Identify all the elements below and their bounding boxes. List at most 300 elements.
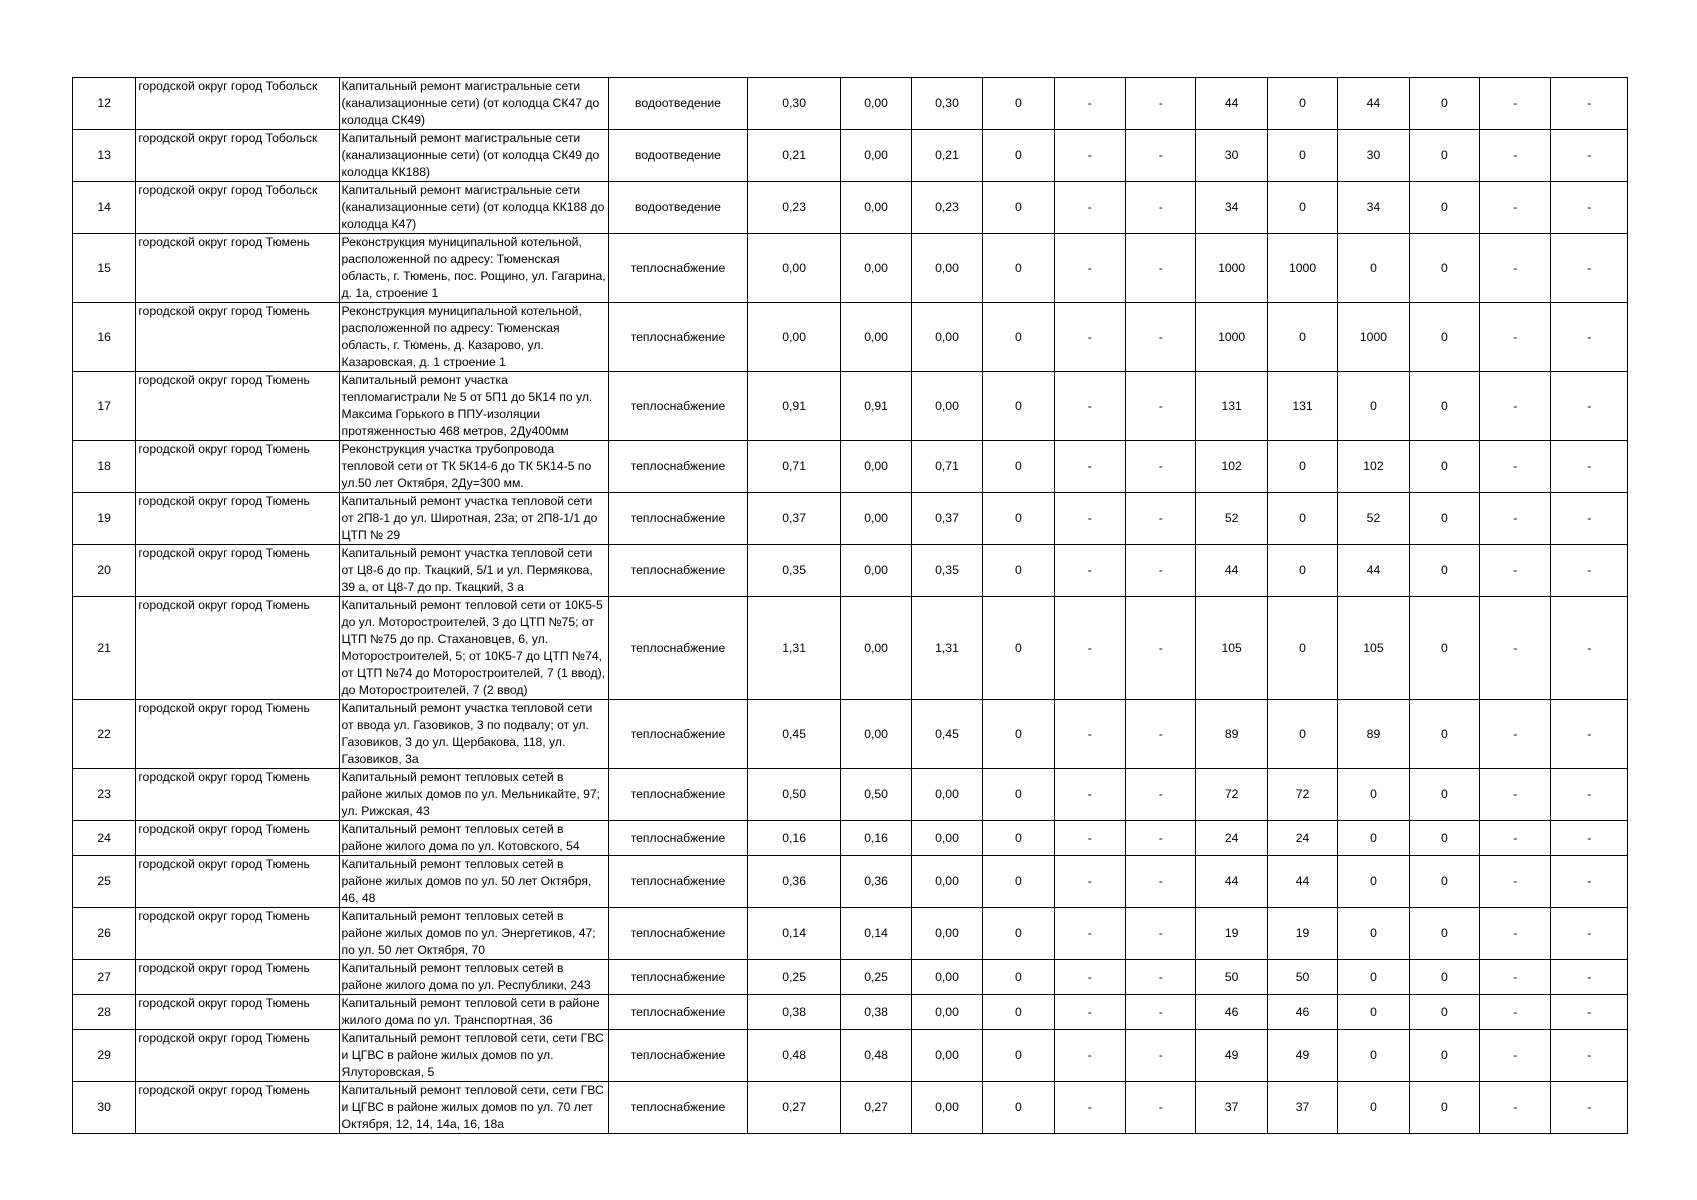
value-cell-5: - (1054, 545, 1125, 597)
table-row (73, 908, 1628, 960)
value-cell-8: 0 (1267, 700, 1337, 769)
value-cell-9: 34 (1338, 182, 1409, 234)
value-cell-1: 0,71 (747, 441, 841, 493)
service-type-cell: теплоснабжение (609, 234, 748, 303)
table-row (73, 493, 1628, 545)
value-cell-5: - (1054, 182, 1125, 234)
description-cell: Реконструкция участка трубопровода тепловой сети от ТК 5К14-6 до ТК 5К14-5 по ул.50 лет Октября, 2Ду=300 мм. (339, 441, 609, 493)
value-cell-1: 0,38 (747, 995, 841, 1030)
value-cell-3: 0,21 (911, 130, 982, 182)
row-number: 24 (73, 821, 136, 856)
value-cell-8: 0 (1267, 441, 1337, 493)
value-cell-12: - (1551, 769, 1628, 821)
value-cell-7: 102 (1196, 441, 1267, 493)
value-cell-3: 0,00 (911, 1030, 982, 1082)
value-cell-7: 1000 (1196, 303, 1267, 372)
value-cell-12: - (1551, 372, 1628, 441)
value-cell-8: 46 (1267, 995, 1337, 1030)
value-cell-11: - (1480, 545, 1551, 597)
value-cell-1: 0,14 (747, 908, 841, 960)
description-cell: Капитальный ремонт участка тепловой сети от 2П8-1 до ул. Широтная, 23а; от 2П8-1/1 до ЦТП № 29 (339, 493, 609, 545)
value-cell-10: 0 (1409, 769, 1479, 821)
value-cell-4: 0 (983, 908, 1054, 960)
value-cell-3: 0,45 (911, 700, 982, 769)
value-cell-4: 0 (983, 1030, 1054, 1082)
row-number: 17 (73, 372, 136, 441)
value-cell-4: 0 (983, 78, 1054, 130)
value-cell-12: - (1551, 995, 1628, 1030)
value-cell-10: 0 (1409, 995, 1479, 1030)
value-cell-12: - (1551, 821, 1628, 856)
value-cell-8: 49 (1267, 1030, 1337, 1082)
value-cell-5: - (1054, 1082, 1125, 1134)
value-cell-10: 0 (1409, 856, 1479, 908)
value-cell-6: - (1126, 769, 1196, 821)
table-body (73, 78, 1628, 1134)
value-cell-5: - (1054, 372, 1125, 441)
value-cell-2: 0,00 (841, 700, 911, 769)
value-cell-1: 0,16 (747, 821, 841, 856)
value-cell-9: 0 (1338, 372, 1409, 441)
value-cell-9: 0 (1338, 1082, 1409, 1134)
value-cell-9: 52 (1338, 493, 1409, 545)
value-cell-3: 0,00 (911, 856, 982, 908)
service-type-cell: теплоснабжение (609, 441, 748, 493)
value-cell-3: 0,00 (911, 908, 982, 960)
value-cell-2: 0,00 (841, 493, 911, 545)
value-cell-4: 0 (983, 441, 1054, 493)
service-type-cell: теплоснабжение (609, 856, 748, 908)
value-cell-10: 0 (1409, 821, 1479, 856)
value-cell-10: 0 (1409, 130, 1479, 182)
value-cell-1: 0,48 (747, 1030, 841, 1082)
description-cell: Капитальный ремонт магистральные сети (канализационные сети) (от колодца КК188 до колодца К47) (339, 182, 609, 234)
value-cell-8: 50 (1267, 960, 1337, 995)
value-cell-4: 0 (983, 130, 1054, 182)
row-number: 18 (73, 441, 136, 493)
value-cell-4: 0 (983, 493, 1054, 545)
value-cell-3: 0,00 (911, 234, 982, 303)
value-cell-6: - (1126, 821, 1196, 856)
value-cell-1: 0,45 (747, 700, 841, 769)
service-type-cell: теплоснабжение (609, 821, 748, 856)
district-cell: городской округ город Тюмень (136, 908, 339, 960)
value-cell-9: 1000 (1338, 303, 1409, 372)
value-cell-2: 0,48 (841, 1030, 911, 1082)
value-cell-11: - (1480, 821, 1551, 856)
description-cell: Капитальный ремонт тепловой сети, сети ГВС и ЦГВС в районе жилых домов по ул. 70 лет Октября, 12, 14, 14а, 16, 18а (339, 1082, 609, 1134)
value-cell-8: 0 (1267, 78, 1337, 130)
value-cell-12: - (1551, 1082, 1628, 1134)
description-cell: Капитальный ремонт участка тепломагистрали № 5 от 5П1 до 5К14 по ул. Максима Горького в ППУ-изоляции протяженностью 468 метров, 2Ду400мм (339, 372, 609, 441)
row-number: 30 (73, 1082, 136, 1134)
table-row (73, 1082, 1628, 1134)
value-cell-3: 0,00 (911, 1082, 982, 1134)
service-type-cell: теплоснабжение (609, 303, 748, 372)
value-cell-12: - (1551, 856, 1628, 908)
value-cell-4: 0 (983, 1082, 1054, 1134)
value-cell-4: 0 (983, 234, 1054, 303)
value-cell-1: 0,30 (747, 78, 841, 130)
value-cell-6: - (1126, 234, 1196, 303)
row-number: 12 (73, 78, 136, 130)
row-number: 25 (73, 856, 136, 908)
value-cell-10: 0 (1409, 441, 1479, 493)
value-cell-5: - (1054, 234, 1125, 303)
value-cell-5: - (1054, 821, 1125, 856)
value-cell-6: - (1126, 995, 1196, 1030)
value-cell-1: 0,21 (747, 130, 841, 182)
table-row (73, 700, 1628, 769)
value-cell-8: 0 (1267, 130, 1337, 182)
value-cell-3: 1,31 (911, 597, 982, 700)
program-table (72, 77, 1628, 1134)
value-cell-10: 0 (1409, 78, 1479, 130)
value-cell-4: 0 (983, 597, 1054, 700)
value-cell-11: - (1480, 303, 1551, 372)
district-cell: городской округ город Тюмень (136, 303, 339, 372)
district-cell: городской округ город Тюмень (136, 995, 339, 1030)
value-cell-6: - (1126, 908, 1196, 960)
value-cell-12: - (1551, 493, 1628, 545)
service-type-cell: водоотведение (609, 78, 748, 130)
value-cell-1: 1,31 (747, 597, 841, 700)
value-cell-4: 0 (983, 769, 1054, 821)
value-cell-10: 0 (1409, 303, 1479, 372)
value-cell-12: - (1551, 700, 1628, 769)
value-cell-7: 34 (1196, 182, 1267, 234)
value-cell-5: - (1054, 1030, 1125, 1082)
district-cell: городской округ город Тобольск (136, 182, 339, 234)
value-cell-7: 24 (1196, 821, 1267, 856)
value-cell-6: - (1126, 1082, 1196, 1134)
value-cell-3: 0,00 (911, 995, 982, 1030)
value-cell-11: - (1480, 597, 1551, 700)
service-type-cell: водоотведение (609, 182, 748, 234)
value-cell-10: 0 (1409, 700, 1479, 769)
table-row (73, 234, 1628, 303)
value-cell-2: 0,00 (841, 78, 911, 130)
value-cell-2: 0,25 (841, 960, 911, 995)
value-cell-8: 37 (1267, 1082, 1337, 1134)
value-cell-3: 0,37 (911, 493, 982, 545)
district-cell: городской округ город Тюмень (136, 597, 339, 700)
value-cell-7: 37 (1196, 1082, 1267, 1134)
value-cell-9: 0 (1338, 960, 1409, 995)
value-cell-10: 0 (1409, 493, 1479, 545)
row-number: 16 (73, 303, 136, 372)
service-type-cell: теплоснабжение (609, 908, 748, 960)
table-row (73, 1030, 1628, 1082)
description-cell: Капитальный ремонт участка тепловой сети от Ц8-6 до пр. Ткацкий, 5/1 и ул. Пермякова, 39 а, от Ц8-7 до пр. Ткацкий, 3 а (339, 545, 609, 597)
description-cell: Капитальный ремонт тепловых сетей в районе жилых домов по ул. Мельникайте, 97; ул. Рижская, 43 (339, 769, 609, 821)
table-row (73, 182, 1628, 234)
table-row (73, 769, 1628, 821)
value-cell-12: - (1551, 597, 1628, 700)
description-cell: Капитальный ремонт участка тепловой сети от ввода ул. Газовиков, 3 по подвалу; от ул. Газовиков, 3 до ул. Щербакова, 118, ул. Газовиков, 3а (339, 700, 609, 769)
value-cell-7: 44 (1196, 545, 1267, 597)
value-cell-2: 0,00 (841, 234, 911, 303)
value-cell-7: 52 (1196, 493, 1267, 545)
value-cell-4: 0 (983, 700, 1054, 769)
value-cell-5: - (1054, 78, 1125, 130)
value-cell-1: 0,00 (747, 303, 841, 372)
value-cell-4: 0 (983, 182, 1054, 234)
value-cell-3: 0,00 (911, 372, 982, 441)
value-cell-11: - (1480, 995, 1551, 1030)
value-cell-6: - (1126, 130, 1196, 182)
value-cell-5: - (1054, 493, 1125, 545)
table-row (73, 545, 1628, 597)
value-cell-11: - (1480, 441, 1551, 493)
table-row (73, 597, 1628, 700)
value-cell-6: - (1126, 441, 1196, 493)
value-cell-9: 0 (1338, 769, 1409, 821)
value-cell-11: - (1480, 908, 1551, 960)
value-cell-2: 0,50 (841, 769, 911, 821)
value-cell-11: - (1480, 493, 1551, 545)
value-cell-6: - (1126, 182, 1196, 234)
value-cell-3: 0,35 (911, 545, 982, 597)
value-cell-2: 0,00 (841, 303, 911, 372)
value-cell-8: 131 (1267, 372, 1337, 441)
row-number: 27 (73, 960, 136, 995)
value-cell-11: - (1480, 182, 1551, 234)
table-row (73, 441, 1628, 493)
value-cell-11: - (1480, 234, 1551, 303)
value-cell-6: - (1126, 1030, 1196, 1082)
value-cell-5: - (1054, 130, 1125, 182)
value-cell-2: 0,00 (841, 597, 911, 700)
value-cell-11: - (1480, 78, 1551, 130)
description-cell: Капитальный ремонт тепловой сети, сети ГВС и ЦГВС в районе жилых домов по ул. Ялуторовская, 5 (339, 1030, 609, 1082)
service-type-cell: теплоснабжение (609, 769, 748, 821)
service-type-cell: теплоснабжение (609, 545, 748, 597)
row-number: 26 (73, 908, 136, 960)
description-cell: Капитальный ремонт тепловых сетей в районе жилого дома по ул. Котовского, 54 (339, 821, 609, 856)
value-cell-5: - (1054, 597, 1125, 700)
value-cell-7: 72 (1196, 769, 1267, 821)
value-cell-8: 0 (1267, 493, 1337, 545)
value-cell-4: 0 (983, 372, 1054, 441)
value-cell-5: - (1054, 303, 1125, 372)
value-cell-4: 0 (983, 995, 1054, 1030)
value-cell-7: 30 (1196, 130, 1267, 182)
value-cell-11: - (1480, 1082, 1551, 1134)
table-row (73, 372, 1628, 441)
value-cell-7: 44 (1196, 856, 1267, 908)
value-cell-1: 0,35 (747, 545, 841, 597)
value-cell-9: 30 (1338, 130, 1409, 182)
district-cell: городской округ город Тюмень (136, 769, 339, 821)
description-cell: Реконструкция муниципальной котельной, расположенной по адресу: Тюменская область, г. Тюмень, пос. Рощино, ул. Гагарина, д. 1а, строение 1 (339, 234, 609, 303)
row-number: 19 (73, 493, 136, 545)
value-cell-9: 89 (1338, 700, 1409, 769)
value-cell-10: 0 (1409, 234, 1479, 303)
district-cell: городской округ город Тюмень (136, 493, 339, 545)
table-row (73, 130, 1628, 182)
value-cell-12: - (1551, 234, 1628, 303)
table-row (73, 995, 1628, 1030)
value-cell-3: 0,23 (911, 182, 982, 234)
service-type-cell: теплоснабжение (609, 960, 748, 995)
value-cell-3: 0,00 (911, 960, 982, 995)
service-type-cell: теплоснабжение (609, 597, 748, 700)
district-cell: городской округ город Тобольск (136, 78, 339, 130)
value-cell-6: - (1126, 545, 1196, 597)
service-type-cell: теплоснабжение (609, 1030, 748, 1082)
value-cell-4: 0 (983, 303, 1054, 372)
value-cell-5: - (1054, 908, 1125, 960)
value-cell-3: 0,30 (911, 78, 982, 130)
row-number: 13 (73, 130, 136, 182)
value-cell-9: 105 (1338, 597, 1409, 700)
district-cell: городской округ город Тюмень (136, 700, 339, 769)
value-cell-2: 0,16 (841, 821, 911, 856)
row-number: 23 (73, 769, 136, 821)
description-cell: Капитальный ремонт тепловой сети в районе жилого дома по ул. Транспортная, 36 (339, 995, 609, 1030)
service-type-cell: теплоснабжение (609, 493, 748, 545)
value-cell-7: 89 (1196, 700, 1267, 769)
value-cell-7: 19 (1196, 908, 1267, 960)
district-cell: городской округ город Тюмень (136, 234, 339, 303)
service-type-cell: теплоснабжение (609, 700, 748, 769)
description-cell: Капитальный ремонт тепловых сетей в районе жилых домов по ул. 50 лет Октября, 46, 48 (339, 856, 609, 908)
value-cell-3: 0,71 (911, 441, 982, 493)
value-cell-2: 0,38 (841, 995, 911, 1030)
value-cell-12: - (1551, 303, 1628, 372)
value-cell-2: 0,00 (841, 545, 911, 597)
value-cell-8: 0 (1267, 597, 1337, 700)
description-cell: Капитальный ремонт магистральные сети (канализационные сети) (от колодца СК49 до колодца КК188) (339, 130, 609, 182)
value-cell-12: - (1551, 545, 1628, 597)
value-cell-3: 0,00 (911, 769, 982, 821)
value-cell-1: 0,91 (747, 372, 841, 441)
value-cell-8: 0 (1267, 545, 1337, 597)
value-cell-8: 1000 (1267, 234, 1337, 303)
row-number: 22 (73, 700, 136, 769)
value-cell-4: 0 (983, 856, 1054, 908)
value-cell-10: 0 (1409, 545, 1479, 597)
value-cell-9: 44 (1338, 78, 1409, 130)
value-cell-7: 49 (1196, 1030, 1267, 1082)
district-cell: городской округ город Тюмень (136, 960, 339, 995)
value-cell-12: - (1551, 1030, 1628, 1082)
value-cell-3: 0,00 (911, 821, 982, 856)
value-cell-9: 44 (1338, 545, 1409, 597)
value-cell-8: 72 (1267, 769, 1337, 821)
value-cell-2: 0,91 (841, 372, 911, 441)
value-cell-12: - (1551, 908, 1628, 960)
value-cell-12: - (1551, 441, 1628, 493)
value-cell-6: - (1126, 856, 1196, 908)
value-cell-10: 0 (1409, 960, 1479, 995)
value-cell-6: - (1126, 597, 1196, 700)
value-cell-1: 0,25 (747, 960, 841, 995)
value-cell-3: 0,00 (911, 303, 982, 372)
value-cell-10: 0 (1409, 182, 1479, 234)
row-number: 21 (73, 597, 136, 700)
value-cell-11: - (1480, 700, 1551, 769)
value-cell-7: 131 (1196, 372, 1267, 441)
value-cell-1: 0,00 (747, 234, 841, 303)
value-cell-9: 0 (1338, 821, 1409, 856)
service-type-cell: теплоснабжение (609, 995, 748, 1030)
district-cell: городской округ город Тюмень (136, 821, 339, 856)
value-cell-11: - (1480, 856, 1551, 908)
value-cell-11: - (1480, 769, 1551, 821)
value-cell-7: 44 (1196, 78, 1267, 130)
value-cell-10: 0 (1409, 1082, 1479, 1134)
row-number: 20 (73, 545, 136, 597)
value-cell-5: - (1054, 960, 1125, 995)
value-cell-6: - (1126, 78, 1196, 130)
district-cell: городской округ город Тобольск (136, 130, 339, 182)
value-cell-1: 0,27 (747, 1082, 841, 1134)
value-cell-10: 0 (1409, 372, 1479, 441)
district-cell: городской округ город Тюмень (136, 1030, 339, 1082)
table-row (73, 960, 1628, 995)
district-cell: городской округ город Тюмень (136, 856, 339, 908)
description-cell: Капитальный ремонт магистральные сети (канализационные сети) (от колодца СК47 до колодца СК49) (339, 78, 609, 130)
district-cell: городской округ город Тюмень (136, 441, 339, 493)
value-cell-4: 0 (983, 821, 1054, 856)
value-cell-9: 0 (1338, 856, 1409, 908)
value-cell-5: - (1054, 856, 1125, 908)
value-cell-6: - (1126, 493, 1196, 545)
value-cell-12: - (1551, 182, 1628, 234)
value-cell-12: - (1551, 130, 1628, 182)
value-cell-4: 0 (983, 960, 1054, 995)
value-cell-2: 0,14 (841, 908, 911, 960)
value-cell-10: 0 (1409, 597, 1479, 700)
value-cell-6: - (1126, 372, 1196, 441)
value-cell-7: 46 (1196, 995, 1267, 1030)
description-cell: Капитальный ремонт тепловых сетей в районе жилого дома по ул. Республики, 243 (339, 960, 609, 995)
value-cell-6: - (1126, 303, 1196, 372)
value-cell-2: 0,27 (841, 1082, 911, 1134)
value-cell-2: 0,00 (841, 182, 911, 234)
row-number: 15 (73, 234, 136, 303)
description-cell: Капитальный ремонт тепловой сети от 10К5-5 до ул. Моторостроителей, 3 до ЦТП №75; от ЦТП №75 до пр. Стахановцев, 6, ул. Моторостроителей, 5; от 10К5-7 до ЦТП №74, от ЦТП №74 до Моторостроителей, 7 (1 ввод), до Моторостроителей, 7 (2 ввод) (339, 597, 609, 700)
value-cell-6: - (1126, 960, 1196, 995)
value-cell-8: 0 (1267, 182, 1337, 234)
value-cell-11: - (1480, 372, 1551, 441)
value-cell-2: 0,00 (841, 130, 911, 182)
value-cell-12: - (1551, 960, 1628, 995)
value-cell-5: - (1054, 995, 1125, 1030)
value-cell-11: - (1480, 130, 1551, 182)
value-cell-7: 105 (1196, 597, 1267, 700)
value-cell-9: 0 (1338, 1030, 1409, 1082)
value-cell-9: 0 (1338, 995, 1409, 1030)
value-cell-9: 0 (1338, 908, 1409, 960)
value-cell-1: 0,23 (747, 182, 841, 234)
row-number: 28 (73, 995, 136, 1030)
value-cell-8: 0 (1267, 303, 1337, 372)
table-row (73, 303, 1628, 372)
table-row (73, 856, 1628, 908)
service-type-cell: теплоснабжение (609, 372, 748, 441)
description-cell: Реконструкция муниципальной котельной, расположенной по адресу: Тюменская область, г. Тюмень, д. Казарово, ул. Казаровская, д. 1 строение 1 (339, 303, 609, 372)
value-cell-9: 102 (1338, 441, 1409, 493)
value-cell-5: - (1054, 700, 1125, 769)
value-cell-10: 0 (1409, 908, 1479, 960)
value-cell-7: 1000 (1196, 234, 1267, 303)
value-cell-1: 0,36 (747, 856, 841, 908)
value-cell-8: 44 (1267, 856, 1337, 908)
row-number: 14 (73, 182, 136, 234)
